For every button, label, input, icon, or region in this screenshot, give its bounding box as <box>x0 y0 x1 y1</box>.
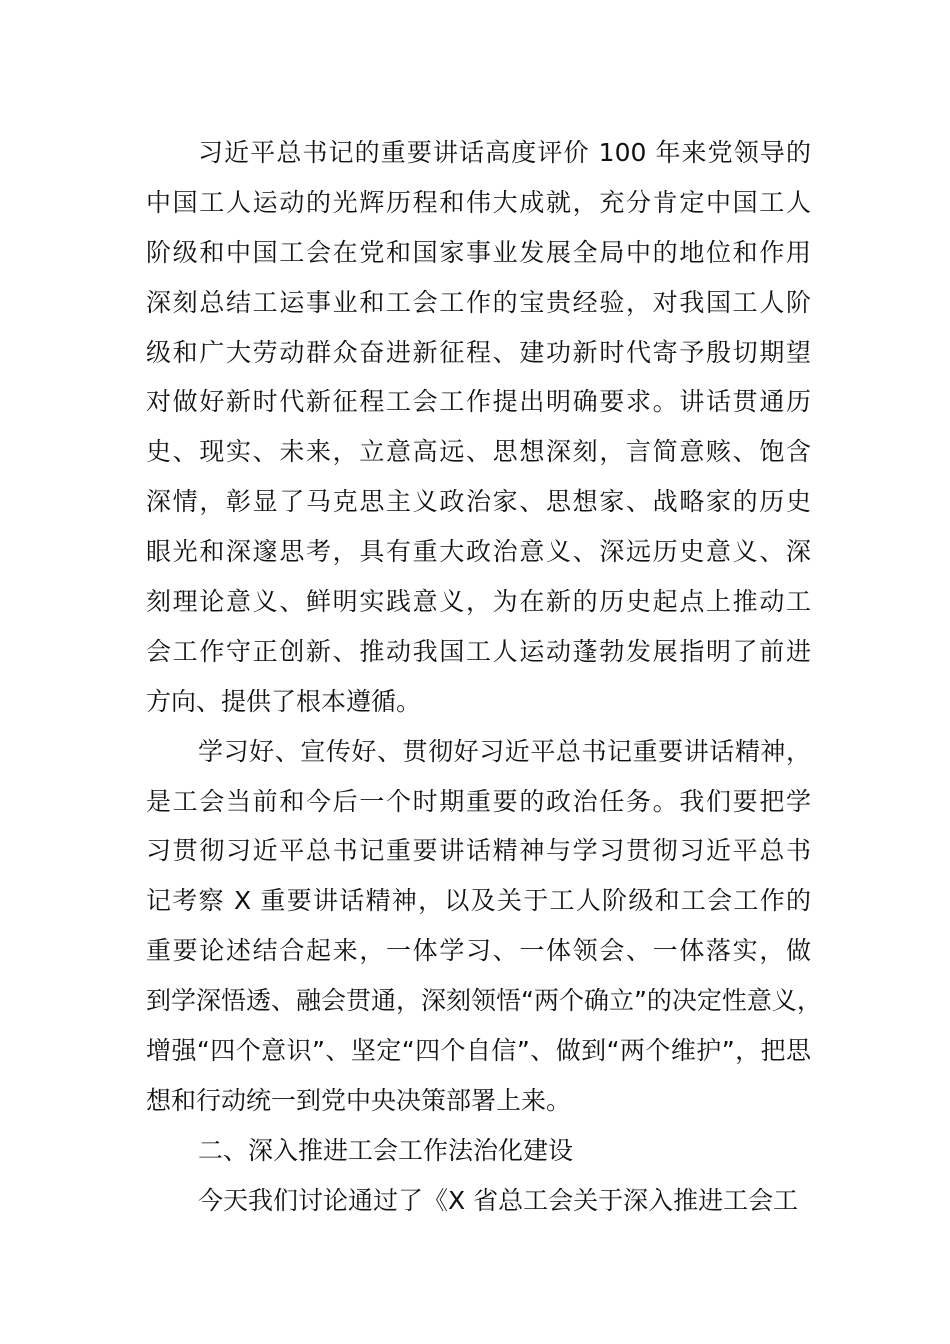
text-line: 今天我们讨论通过了《X 省总工会关于深入推进工会工 <box>198 1185 799 1215</box>
text-line: 对做好新时代新征程工会工作提出明确要求。讲话贯通历 <box>146 387 811 417</box>
text-line: 史、现实、未来，立意高远、思想深刻，言简意赅、饱含 <box>146 437 811 467</box>
document-body <box>146 128 822 1226</box>
text-line: 刻理论意义、鲜明实践意义，为在新的历史起点上推动工 <box>146 587 811 617</box>
paragraph <box>146 727 822 1126</box>
text-line: 记考察 X 重要讲话精神，以及关于工人阶级和工会工作的 <box>146 886 811 916</box>
text-line: 方向、提供了根本遵循。 <box>146 686 422 716</box>
heading-text: 二、深入推进工会工作法治化建设 <box>198 1135 574 1165</box>
section-heading <box>146 1126 811 1176</box>
text-line: 想和行动统一到党中央决策部署上来。 <box>146 1085 572 1115</box>
text-line: 眼光和深邃思考，具有重大政治意义、深远历史意义、深 <box>146 537 811 567</box>
text-line: 习贯彻习近平总书记重要讲话精神与学习贯彻习近平总书 <box>146 836 811 866</box>
text-line: 级和广大劳动群众奋进新征程、建功新时代寄予殷切期望 <box>146 337 811 367</box>
text-line: 习近平总书记的重要讲话高度评价 100 年来党领导的 <box>198 138 811 167</box>
text-line: 到学深悟透、融会贯通，深刻领悟“两个确立”的决定性意义， <box>146 986 822 1016</box>
text-line: 阶级和中国工会在党和国家事业发展全局中的地位和作用 <box>146 237 811 267</box>
text-line: 学习好、宣传好、贯彻好习近平总书记重要讲话精神， <box>198 736 811 766</box>
text-line: 深情，彰显了马克思主义政治家、思想家、战略家的历史 <box>146 487 811 517</box>
paragraph <box>146 1176 811 1226</box>
text-line: 会工作守正创新、推动我国工人运动蓬勃发展指明了前进 <box>146 636 811 666</box>
text-line: 深刻总结工运事业和工会工作的宝贵经验，对我国工人阶 <box>146 287 811 317</box>
text-line: 中国工人运动的光辉历程和伟大成就，充分肯定中国工人 <box>146 187 811 217</box>
text-line: 增强“四个意识”、坚定“四个自信”、做到“两个维护”，把思 <box>146 1036 811 1066</box>
paragraph <box>146 128 811 727</box>
text-line: 是工会当前和今后一个时期重要的政治任务。我们要把学 <box>146 786 811 816</box>
text-line: 重要论述结合起来，一体学习、一体领会、一体落实，做 <box>146 936 811 966</box>
